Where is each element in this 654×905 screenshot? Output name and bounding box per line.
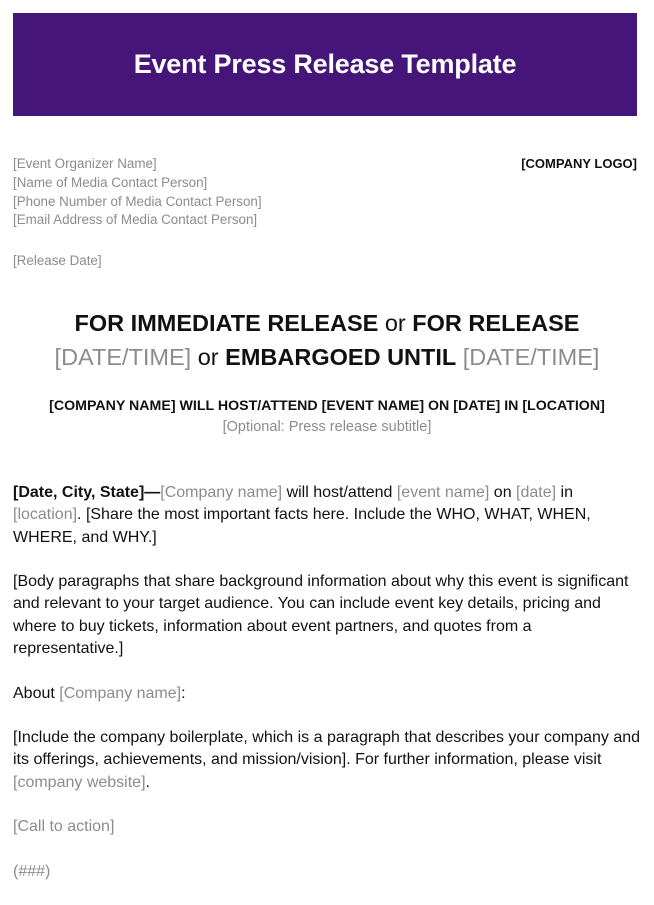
event-name-placeholder: [event name] bbox=[396, 484, 490, 501]
press-release-subtitle: [Optional: Press release subtitle] bbox=[222, 419, 432, 435]
about-heading bbox=[13, 683, 643, 705]
release-date: [Release Date] bbox=[13, 253, 102, 268]
media-contact-email: [Email Address of Media Contact Person] bbox=[13, 212, 258, 228]
company-name-placeholder: [Company name] bbox=[160, 484, 283, 501]
end-mark: (###) bbox=[13, 863, 51, 880]
lead-paragraph bbox=[13, 482, 643, 549]
embargo-datetime-placeholder: [DATE/TIME] bbox=[462, 344, 600, 370]
header-banner bbox=[13, 13, 637, 116]
release-datetime-placeholder: [DATE/TIME] bbox=[54, 344, 192, 370]
boilerplate-text: [Include the company boilerplate, which is a paragraph that describes your company and its offerings, achievements, and mission/vision]. For further information, please visit bbox=[13, 729, 641, 769]
immediate-release-label: FOR IMMEDIATE RELEASE bbox=[74, 310, 379, 336]
company-website-placeholder: [company website] bbox=[13, 773, 146, 791]
press-release-headline: [COMPANY NAME] WILL HOST/ATTEND [EVENT NAME] ON [DATE] IN [LOCATION] bbox=[49, 398, 605, 414]
media-contact-name: [Name of Media Contact Person] bbox=[13, 174, 208, 190]
contact-block bbox=[13, 155, 262, 230]
lead-text: in bbox=[556, 484, 573, 501]
release-instructions bbox=[0, 306, 654, 374]
for-release-label: FOR RELEASE bbox=[412, 310, 580, 336]
boilerplate-paragraph bbox=[13, 727, 643, 794]
lead-text: will host/attend bbox=[282, 484, 397, 501]
or-connector: or bbox=[378, 310, 413, 336]
or-connector: or bbox=[191, 344, 226, 370]
about-label: About bbox=[13, 685, 60, 702]
date-placeholder: [date] bbox=[516, 484, 557, 501]
lead-text: . [Share the most important facts here. Include the WHO, WHAT, WHEN, WHERE, and WHY.] bbox=[13, 506, 591, 546]
about-company-placeholder: [Company name] bbox=[59, 685, 182, 702]
body-paragraph: [Body paragraphs that share background information about why this event is significant and relevant to your target audience. You can include event key details, pricing and where to buy tickets, information about event partners, and quotes from a representative.] bbox=[13, 573, 629, 658]
page-title: Event Press Release Template bbox=[133, 49, 517, 79]
call-to-action: [Call to action] bbox=[13, 818, 115, 835]
about-colon: : bbox=[181, 685, 186, 702]
boilerplate-end: . bbox=[145, 773, 150, 791]
media-contact-phone: [Phone Number of Media Contact Person] bbox=[13, 193, 262, 209]
event-organizer-name: [Event Organizer Name] bbox=[13, 156, 157, 171]
location-placeholder: [location] bbox=[13, 506, 78, 524]
company-logo-placeholder: [COMPANY LOGO] bbox=[521, 156, 637, 171]
embargoed-until-label: EMBARGOED UNTIL bbox=[225, 344, 457, 370]
dateline: [Date, City, State]— bbox=[13, 484, 161, 501]
lead-text: on bbox=[489, 484, 517, 501]
